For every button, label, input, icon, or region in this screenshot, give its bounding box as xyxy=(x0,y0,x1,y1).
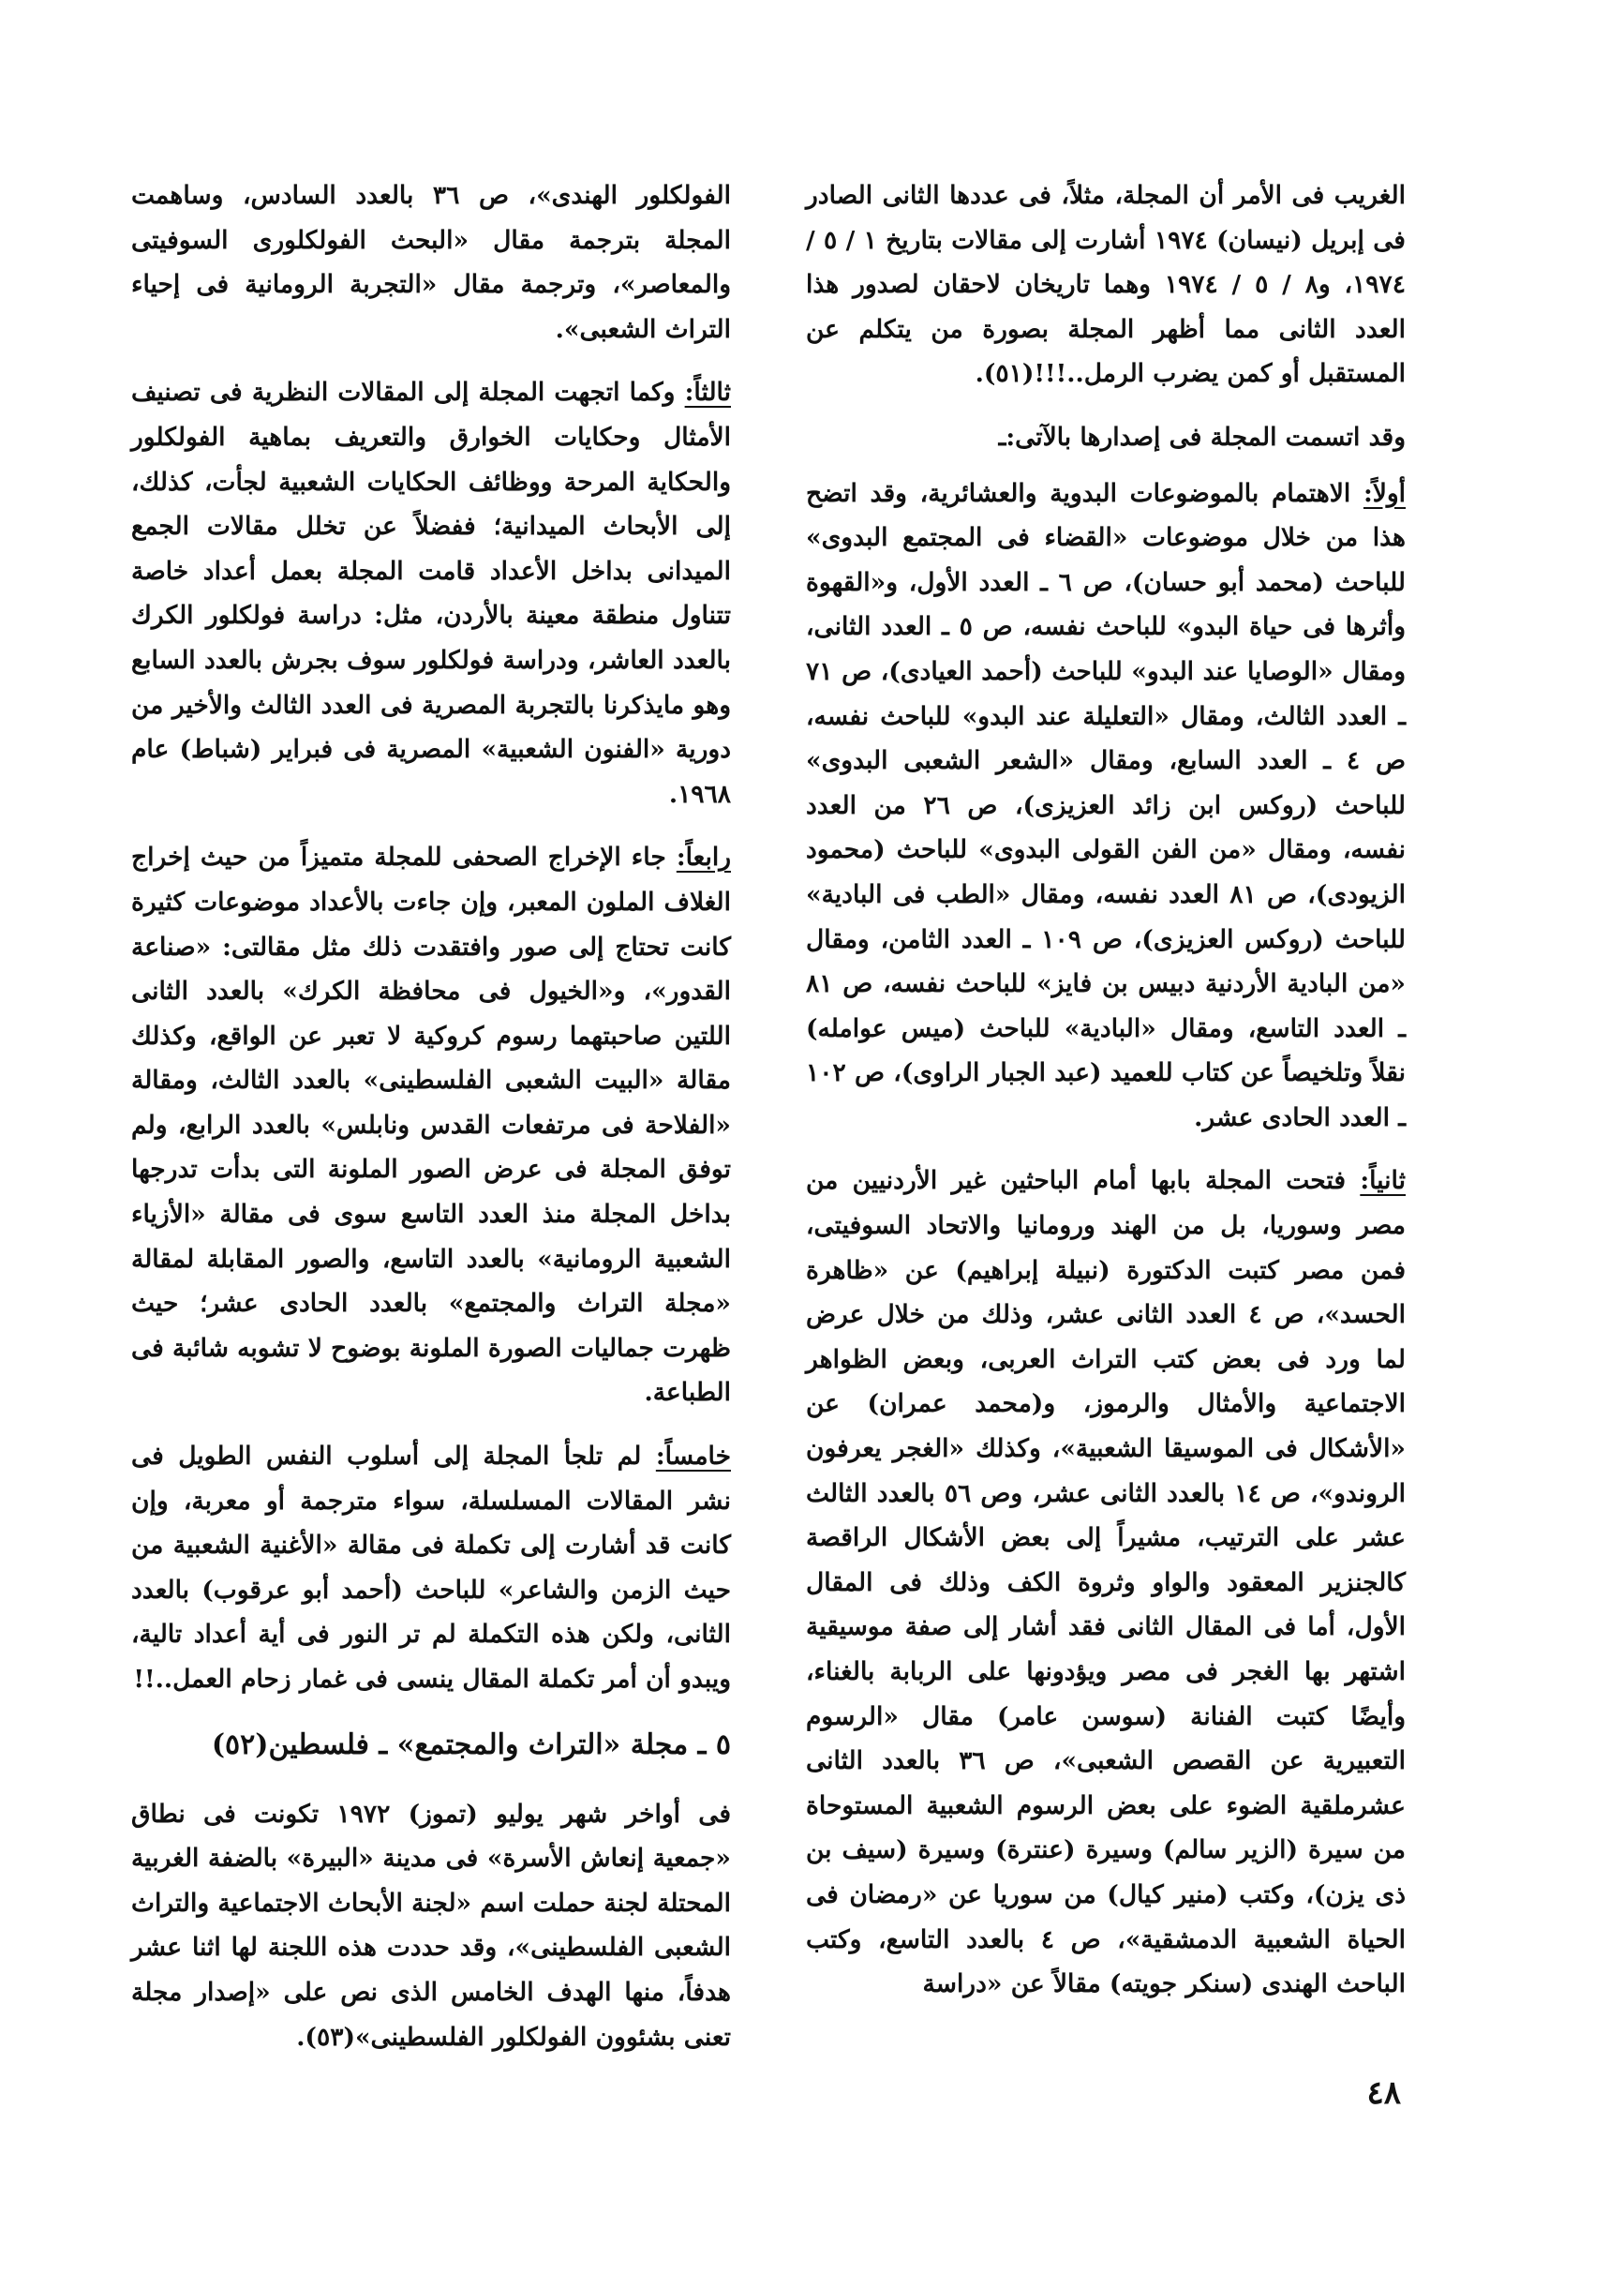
page-number: ٤٨ xyxy=(1366,2074,1401,2112)
paragraph-intro: الغريب فى الأمر أن المجلة، مثلاً، فى عددها الثانى الصادر فى إبريل (نيسان) ١٩٧٤ أشارت إلى مقالات بتاريخ ١ / ٥ / ١٩٧٤، و٨ / ٥ / ١٩٧٤ وهما تاريخان لاحقان لصدور هذا العدد الثانى مما أظهر المجلة بصورة من يتكلم عن المستقبل أو كمن يضرب الرمل..!!!(٥١). xyxy=(806,181,1406,389)
section-heading: ٥ ـ مجلة «التراث والمجتمع» ـ فلسطين(٥٢) xyxy=(211,1727,731,1761)
paragraph-first-feature xyxy=(806,471,1406,1141)
paragraph-continuation: الفولكلور الهندى»، ص ٣٦ بالعدد السادس، وساهمت المجلة بترجمة مقال «البحث الفولكلورى السوفيتى والمعاصر»، وترجمة مقال «التجربة الرومانية فى إحياء التراث الشعبى». xyxy=(131,181,731,344)
paragraph-fifth-feature xyxy=(131,1434,731,1702)
text-third: وكما اتجهت المجلة إلى المقالات النظرية فى تصنيف الأمثال وحكايات الخوارق والتعريف بماهية الفولكلور والحكاية المرحة ووظائف الحكايات الشعبية لجأت، كذلك، إلى الأبحاث الميدانية؛ ففضلاً عن تخلل مقالات الجمع الميدانى بداخل الأعداد قامت المجلة بعمل أعداد خاصة تتناول منطقة معينة بالأردن، مثل: دراسة فولكلور الكرك بالعدد العاشر، ودراسة فولكلور سوف بجرش بالعدد السابع وهو مايذكرنا بالتجربة المصرية فى العدد الثالث والأخير من دورية «الفنون الشعبية» المصرية فى فبراير (شباط) عام ١٩٦٨. xyxy=(131,378,731,809)
paragraph-section-body: فى أواخر شهر يوليو (تموز) ١٩٧٢ تكونت فى نطاق «جمعية إنعاش الأسرة» فى مدينة «البيرة» بالضفة الغربية المحتلة لجنة حملت اسم «لجنة الأبحاث الاجتماعية والتراث الشعبى الفلسطينى»، وقد حددت هذه اللجنة لها اثنا عشر هدفاً، منها الهدف الخامس الذى نص على «إصدار مجلة تعنى بشئوون الفولكلور الفلسطينى»(٥٣). xyxy=(131,1799,731,2052)
text-fourth: جاء الإخراج الصحفى للمجلة متميزاً من حيث إخراج الغلاف الملون المعبر، وإن جاءت بالأعداد موضوعات كثيرة كانت تحتاج إلى صور وافتقدت ذلك مثل مقالتى: «صناعة القدور»، و«الخيول فى محافظة الكرك» بالعدد الثانى اللتين صاحبتهما رسوم كروكية لا تعبر عن الواقع، وكذلك مقالة «البيت الشعبى الفلسطينى» بالعدد الثالث، ومقالة «الفلاحة فى مرتفعات القدس ونابلس» بالعدد الرابع، ولم توفق المجلة فى عرض الصور الملونة التى بدأت تدرجها بداخل المجلة منذ العدد التاسع سوى فى مقالة «الأزياء الشعبية الرومانية» بالعدد التاسع، والصور المقابلة لمقالة «مجلة التراث والمجتمع» بالعدد الحادى عشر؛ حيث ظهرت جماليات الصورة الملونة بوضوح لا تشوبه شائبة فى الطباعة. xyxy=(131,843,731,1408)
lead-fifth: خامساً: xyxy=(655,1442,731,1472)
left-column xyxy=(131,173,731,2078)
paragraph-third-feature xyxy=(131,370,731,816)
text-first: الاهتمام بالموضوعات البدوية والعشائرية، وقد اتضح هذا من خلال موضوعات «القضاء فى المجتمع البدوى» للباحث (محمد أبو حسان)، ص ٦ ـ العدد الأول، و«القهوة وأثرها فى حياة البدو» للباحث نفسه، ص ٥ ـ العدد الثانى، ومقال «الوصايا عند البدو» للباحث (أحمد العيادى)، ص ٧١ ـ العدد الثالث، ومقال «التعليلة عند البدو» للباحث نفسه، ص ٤ ـ العدد السابع، ومقال «الشعر الشعبى البدوى» للباحث (روكس ابن زائد العزيزى)، ص ٢٦ من العدد نفسه، ومقال «من الفن القولى البدوى» للباحث (محمود الزيودى)، ص ٨١ العدد نفسه، ومقال «الطب فى البادية» للباحث (روكس العزيزى)، ص ١٠٩ ـ العدد الثامن، ومقال «من البادية الأردنية دبيس بن فايز» للباحث نفسه، ص ٨١ ـ العدد التاسع، ومقال «البادية» للباحث (ميس عوامله) نقلاً وتلخيصاً عن كتاب للعميد (عبد الجبار الراوى)، ص ١٠٢ ـ العدد الحادى عشر. xyxy=(806,478,1406,1132)
text-fifth: لم تلجأ المجلة إلى أسلوب النفس الطويل فى نشر المقالات المسلسلة، سواء مترجمة أو معربة، وإن كانت قد أشارت إلى تكملة فى مقالة «الأغنية الشعبية من حيث الزمن والشاعر» للباحث (أحمد أبو عرقوب) بالعدد الثانى، ولكن هذه التكملة لم تر النور فى أية أعداد تالية، ويبدو أن أمر تكملة المقال ينسى فى غمار زحام العمل..!! xyxy=(131,1442,731,1694)
paragraph-features-intro: وقد اتسمت المجلة فى إصدارها بالآتى:ـ xyxy=(998,422,1406,452)
lead-first: أولاً: xyxy=(1363,478,1406,508)
text-second: فتحت المجلة بابها أمام الباحثين غير الأردنيين من مصر وسوريا، بل من الهند ورومانيا والاتحاد السوفيتى، فمن مصر كتبت الدكتورة (نبيلة إبراهيم) عن «ظاهرة الحسد»، ص ٤ العدد الثانى عشر، وذلك من خلال عرض لما ورد فى بعض كتب التراث العربى، وبعض الظواهر الاجتماعية والأمثال والرموز، و(محمد عمران) عن «الأشكال فى الموسيقا الشعبية»، وكذلك «الغجر يعرفون الروندو»، ص ١٤ بالعدد الثانى عشر، وص ٥٦ بالعدد الثالث عشر على الترتيب، مشيراً إلى بعض الأشكال الراقصة كالجنزير المعقود والواو وثروة الكف وذلك فى المقال الأول، أما فى المقال الثانى فقد أشار إلى صفة موسيقية اشتهر بها الغجر فى مصر ويؤدونها على الربابة بالغناء، وأيضًا كتبت الفنانة (سوسن عامر) مقال «الرسوم التعبيرية عن القصص الشعبى»، ص ٣٦ بالعدد الثانى عشرملقية الضوء على بعض الرسوم الشعبية المستوحاة من سيرة (الزير سالم) وسيرة (عنترة) وسيرة (سيف بن ذى يزن)، وكتب (منير كيال) من سوريا عن «رمضان فى الحياة الشعبية الدمشقية»، ص ٤ بالعدد التاسع، وكتب الباحث الهندى (سنكر جويته) مقالاً عن «دراسة xyxy=(806,1166,1407,1999)
lead-third: ثالثاً: xyxy=(684,378,731,408)
right-column xyxy=(806,173,1406,2026)
paragraph-fourth-feature xyxy=(131,835,731,1415)
lead-second: ثانياً: xyxy=(1360,1166,1406,1196)
paragraph-second-feature xyxy=(806,1159,1406,2006)
lead-fourth: رابعاً: xyxy=(676,843,731,873)
